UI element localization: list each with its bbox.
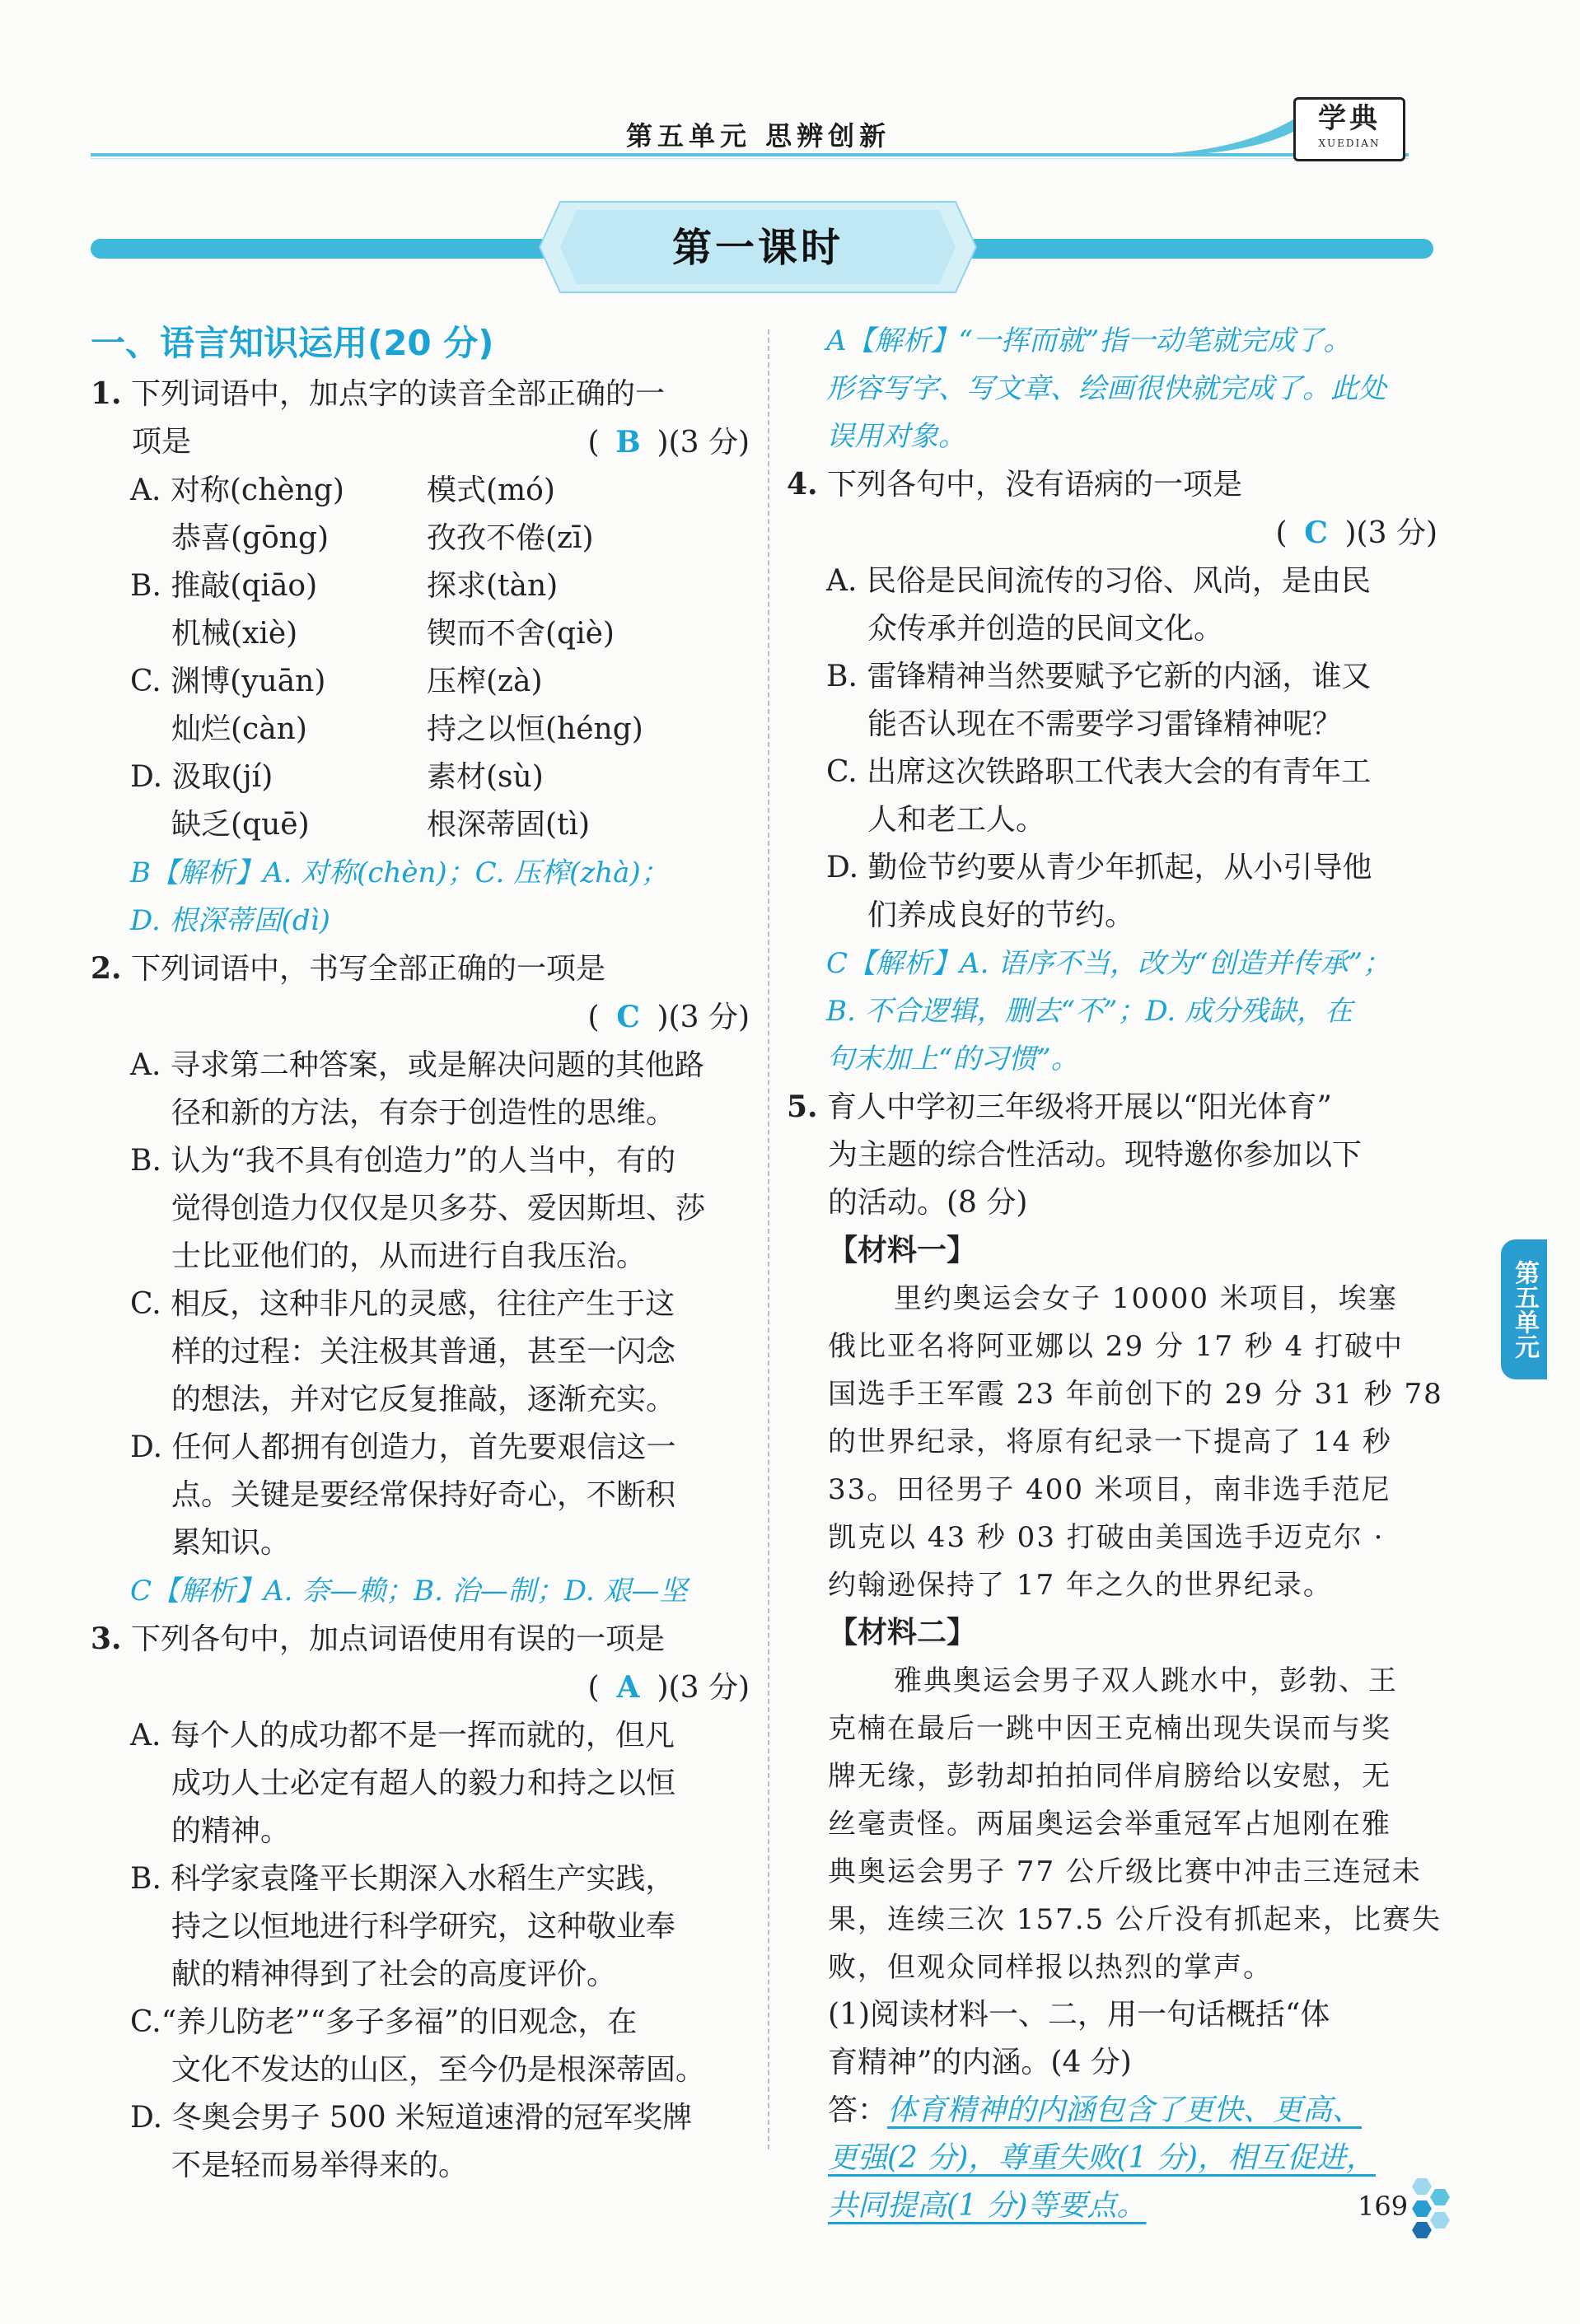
q3-option-c: C.“养儿防老”“多子多福”的旧观念，在	[130, 2005, 638, 2039]
material-1-title: 【材料一】	[828, 1234, 977, 1267]
q4-option-d: D. 勤俭节约要从青少年抓起，从小引导他	[826, 851, 1372, 884]
q3-option-d: D. 冬奥会男子 500 米短道速滑的冠军奖牌	[130, 2101, 693, 2135]
q3-answer: A	[616, 1670, 640, 1705]
section-heading: 一、语言知识运用(20 分)	[91, 323, 494, 363]
q4-option-b: B. 雷锋精神当然要赋予它新的内涵，谁又	[826, 660, 1372, 693]
q3-analysis: 形容写字、写文章、绘画很快就完成了。此处	[826, 372, 1386, 405]
material-2-line: 克楠在最后一跳中因王克楠出现失误而与奖	[828, 1712, 1391, 1745]
q1-opt: 缺乏(quē)	[171, 808, 310, 842]
q1-analysis: D. 根深蒂固(dì)	[130, 904, 330, 937]
q2-stem: 下列词语中，书写全部正确的一项是	[131, 952, 606, 986]
q3-option-b-cont: 持之以恒地进行科学研究，这种敬业奉	[171, 1910, 676, 1944]
hexagon-decoration-icon	[1400, 2174, 1458, 2248]
q3-option-b: B. 科学家袁隆平长期深入水稻生产实践，	[130, 1862, 675, 1896]
q1-opt: D. 汲取(jí)	[130, 760, 273, 794]
q2-option-c-cont: 的想法，并对它反复推敲，逐渐充实。	[171, 1383, 676, 1416]
q4-number: 4.	[787, 467, 818, 502]
material-1-line: 33。田径男子 400 米项目，南非选手范尼	[828, 1473, 1391, 1506]
q5-sub-question-1-cont: 育精神”的内涵。(4 分)	[828, 2046, 1132, 2079]
column-divider	[768, 329, 769, 2149]
material-1-line: 的世界纪录，将原有纪录一下提高了 14 秒	[828, 1426, 1392, 1458]
q3-option-a-cont: 的精神。	[171, 1814, 291, 1848]
answer-open: (	[587, 426, 600, 460]
q1-opt: 根深蒂固(tì)	[427, 808, 591, 842]
q4-option-b-cont: 能否认现在不需要学习雷锋精神呢？	[867, 707, 1343, 741]
q1-opt: 持之以恒(héng)	[427, 712, 643, 746]
q3-option-c-cont: 文化不发达的山区，至今仍是根深蒂固。	[171, 2053, 706, 2087]
q5-answer-line: 共同提高(1 分)等要点。	[828, 2189, 1147, 2223]
question-1	[91, 370, 758, 945]
material-1-line: 俄比亚名将阿亚娜以 29 分 17 秒 4 打破中	[828, 1330, 1405, 1363]
q1-opt: C. 渊博(yuān)	[130, 665, 326, 698]
q5-sub-question-1: (1)阅读材料一、二，用一句话概括“体	[828, 1998, 1330, 2032]
material-2-title: 【材料二】	[828, 1616, 977, 1650]
q2-option-d-cont: 点。关键是要经常保持好奇心，不断积	[171, 1478, 676, 1512]
q4-analysis: B. 不合逻辑，删去“不”；D. 成分残缺，在	[826, 995, 1353, 1028]
header-rule	[91, 153, 1409, 156]
q3-option-b-cont: 献的精神得到了社会的高度评价。	[171, 1958, 617, 1991]
q1-answer: B	[615, 425, 641, 460]
q1-opt: 模式(mó)	[427, 474, 555, 507]
q1-opt: 锲而不舍(qiè)	[427, 617, 615, 651]
material-1-line: 约翰逊保持了 17 年之久的世界纪录。	[828, 1569, 1333, 1602]
q1-opt: 机械(xiè)	[171, 617, 298, 651]
q5-stem: 育人中学初三年级将开展以“阳光体育”	[827, 1090, 1332, 1124]
q4-option-d-cont: 们养成良好的节约。	[867, 898, 1135, 932]
q1-analysis: B【解析】A. 对称(chèn)；C. 压榨(zhà)；	[130, 856, 669, 889]
q4-option-a: A. 民俗是民间流传的习俗、风尚，是由民	[826, 564, 1371, 598]
question-3	[91, 1615, 758, 2190]
q2-option-c: C. 相反，这种非凡的灵感，往往产生于这	[130, 1287, 675, 1321]
unit-title: 第五单元 思辨创新	[626, 120, 891, 152]
q1-stem: 下列词语中，加点字的读音全部正确的一	[131, 377, 666, 411]
q2-points: )(3 分)	[657, 1001, 750, 1034]
q4-points: )(3 分)	[1344, 516, 1437, 550]
material-1-line: 凯克以 43 秒 03 打破由美国选手迈克尔 ·	[828, 1521, 1385, 1554]
q3-analysis: 误用对象。	[826, 420, 966, 453]
q3-option-a-cont: 成功人士必定有超人的毅力和持之以恒	[171, 1766, 676, 1800]
q4-option-c-cont: 人和老工人。	[867, 803, 1046, 837]
q5-stem-cont: 的活动。(8 分)	[828, 1186, 1028, 1220]
material-1-line: 里约奥运会女子 10000 米项目，埃塞	[894, 1282, 1398, 1315]
lesson-title: 第一课时	[671, 225, 844, 271]
q2-option-b: B. 认为“我不具有创造力”的人当中，有的	[130, 1144, 676, 1178]
q1-stem-cont: 项是	[132, 425, 192, 459]
q4-answer: C	[1304, 516, 1328, 550]
q2-option-c-cont: 样的过程：关注极其普通，甚至一闪念	[171, 1335, 676, 1369]
q2-option-a-cont: 径和新的方法，有奈于创造性的思维。	[171, 1096, 676, 1130]
question-2	[91, 945, 758, 1615]
q1-opt: 压榨(zà)	[427, 665, 543, 698]
q4-analysis: 句末加上“的习惯”。	[826, 1043, 1079, 1076]
q1-opt: 孜孜不倦(zī)	[427, 521, 594, 555]
material-2-line: 雅典奥运会男子双人跳水中，彭勃、王	[894, 1664, 1398, 1697]
q1-opt: B. 推敲(qiāo)	[130, 569, 318, 603]
question-5	[787, 1083, 1446, 2230]
q2-number: 2.	[91, 951, 122, 986]
header-swoosh-decoration	[1137, 115, 1293, 156]
q4-option-a-cont: 众传承并创造的民间文化。	[867, 612, 1224, 646]
question-4	[787, 460, 1446, 1083]
q4-analysis: C【解析】A. 语序不当，改为“创造并传承”；	[826, 947, 1391, 980]
q2-analysis: C【解析】A. 奈—赖；B. 治—制；D. 艰—坚	[130, 1575, 688, 1608]
q2-option-d-cont: 累知识。	[171, 1526, 291, 1560]
q3-analysis: A【解析】“一挥而就”指一动笔就完成了。	[826, 324, 1352, 357]
left-column	[91, 317, 758, 2190]
q2-option-b-cont: 觉得创造力仅仅是贝多芬、爱因斯坦、莎	[171, 1192, 706, 1225]
q2-answer: C	[616, 1000, 640, 1034]
q5-answer-line: 体育精神的内涵包含了更快、更高、	[887, 2093, 1363, 2127]
unit-side-tab: 第五单元	[1501, 1239, 1547, 1379]
material-2-line: 果，连续三次 157.5 公斤没有抓起来，比赛失	[828, 1903, 1442, 1936]
q1-options	[91, 467, 758, 849]
q3-number: 3.	[91, 1622, 122, 1656]
page-number: 169	[1358, 2191, 1409, 2222]
logo-cn-text: 学典	[1318, 102, 1381, 135]
material-2-line: 牌无缘，彭勃却拍拍同伴肩膀给以安慰，无	[828, 1760, 1391, 1793]
q1-opt: 素材(sù)	[427, 760, 544, 794]
material-2-line: 丝毫责怪。两届奥运会举重冠军占旭刚在雅	[828, 1808, 1391, 1841]
q4-stem: 下列各句中，没有语病的一项是	[827, 468, 1243, 502]
q1-opt: 恭喜(gōng)	[171, 521, 330, 555]
q1-opt: 灿烂(càn)	[171, 712, 307, 746]
material-1-line: 国选手王军霞 23 年前创下的 29 分 31 秒 78	[828, 1378, 1443, 1411]
xuedian-logo	[1293, 97, 1405, 161]
q1-opt: 探求(tàn)	[427, 569, 559, 603]
q5-answer-line: 更强(2 分)，尊重失败(1 分)，相互促进，	[828, 2141, 1376, 2175]
q1-opt: A. 对称(chèng)	[130, 474, 344, 507]
header-rule-thin	[91, 158, 1409, 159]
answer-open: (	[587, 1671, 600, 1705]
q3-stem: 下列各句中，加点词语使用有误的一项是	[131, 1622, 666, 1656]
q2-option-a: A. 寻求第二种答案，或是解决问题的其他路	[130, 1048, 704, 1082]
material-2-line: 典奥运会男子 77 公斤级比赛中冲击三连冠未	[828, 1855, 1422, 1888]
q2-option-b-cont: 士比亚他们的，从而进行自我压治。	[171, 1239, 647, 1273]
q3-option-a: A. 每个人的成功都不是一挥而就的，但凡	[130, 1719, 675, 1752]
q5-number: 5.	[787, 1090, 818, 1124]
q2-option-d: D. 任何人都拥有创造力，首先要艰信这一	[130, 1430, 676, 1464]
q1-number: 1.	[91, 376, 122, 411]
material-2-line: 败，但观众同样报以热烈的掌声。	[828, 1951, 1273, 1984]
q3-points: )(3 分)	[657, 1671, 750, 1705]
answer-open: (	[1275, 516, 1288, 550]
answer-label: 答：	[828, 2093, 888, 2127]
answer-open: (	[587, 1001, 600, 1034]
logo-en-text: XUEDIAN	[1318, 138, 1381, 149]
right-column	[787, 317, 1446, 2230]
q5-stem-cont: 为主题的综合性活动。现特邀你参加以下	[828, 1138, 1363, 1172]
q3-option-d-cont: 不是轻而易举得来的。	[171, 2149, 469, 2182]
q1-points: )(3 分)	[657, 426, 750, 460]
q4-option-c: C. 出席这次铁路职工代表大会的有青年工	[826, 755, 1372, 789]
